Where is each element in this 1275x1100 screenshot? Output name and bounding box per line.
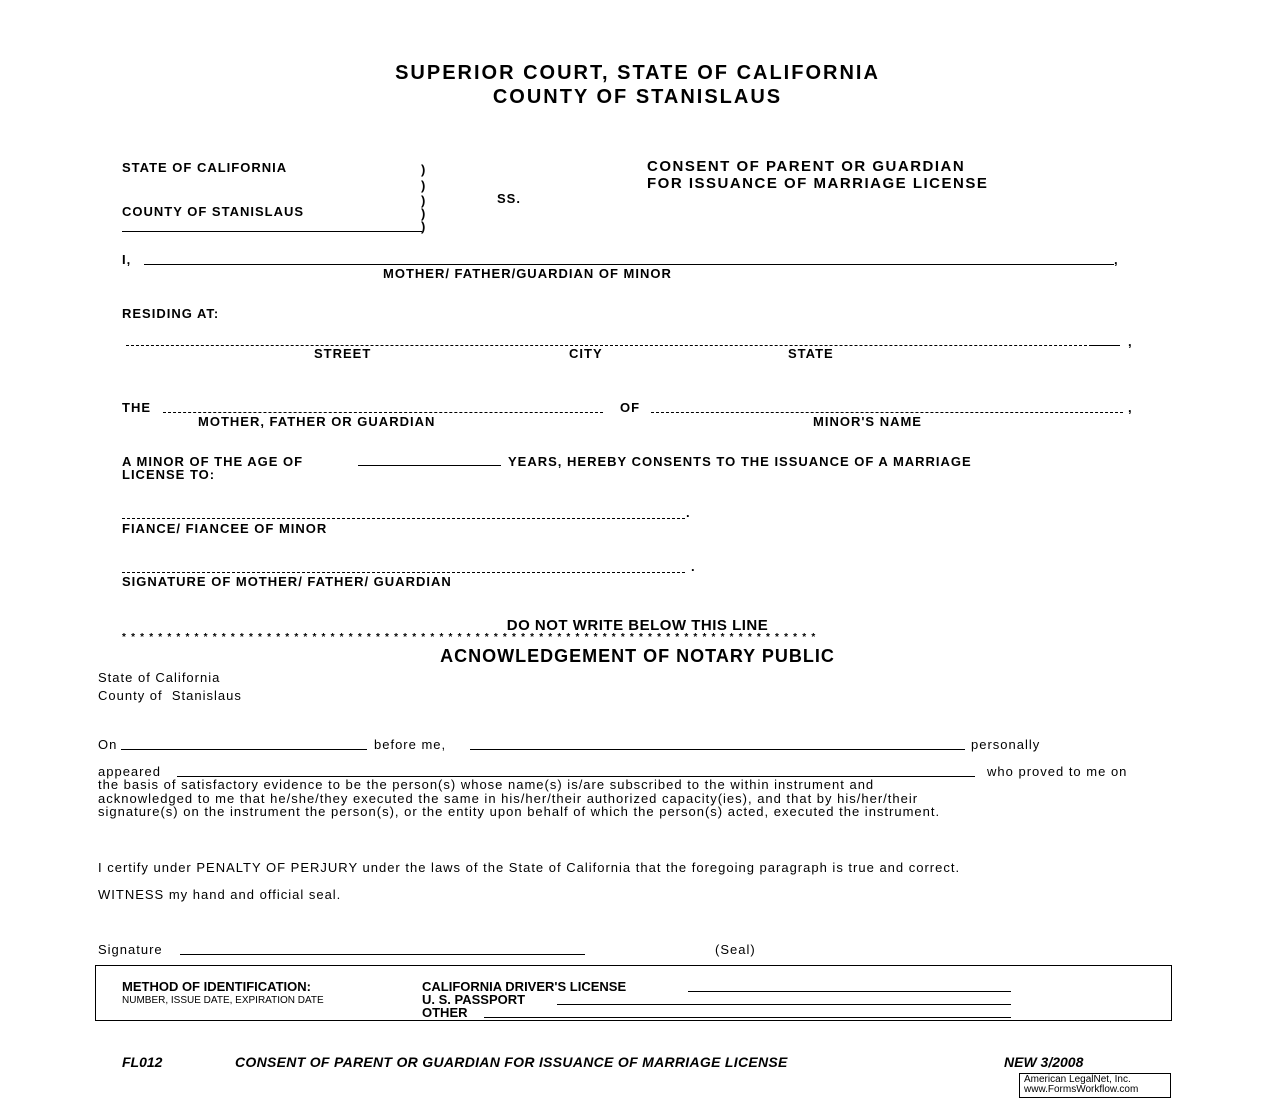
document-title-line2: FOR ISSUANCE OF MARRIAGE LICENSE <box>647 175 989 192</box>
appeared-label: appeared <box>98 764 161 779</box>
state-caption: STATE <box>788 346 834 361</box>
do-not-write-label: DO NOT WRITE BELOW THIS LINE <box>506 617 769 634</box>
venue-ss: SS. <box>497 191 521 206</box>
minor-name-caption: MINOR'S NAME <box>813 414 922 429</box>
notary-name-line[interactable] <box>470 749 965 750</box>
venue-paren-2: ) <box>421 178 427 193</box>
paragraph-line-3: acknowledged to me that he/she/they executed the same in his/her/their authorized capacity(ies), and that by his/her/their <box>98 791 919 806</box>
relation-caption: MOTHER, FATHER OR GUARDIAN <box>198 414 436 429</box>
passport-label: U. S. PASSPORT <box>422 992 526 1007</box>
age-suffix: YEARS, HEREBY CONSENTS TO THE ISSUANCE OF A MARRIAGE <box>508 454 972 469</box>
residing-label: RESIDING AT: <box>122 306 220 321</box>
age-prefix: A MINOR OF THE AGE OF <box>122 454 304 469</box>
drivers-license-label: CALIFORNIA DRIVER'S LICENSE <box>422 979 627 994</box>
notary-state: State of California <box>98 670 221 685</box>
seal-label: (Seal) <box>715 942 756 957</box>
date-line[interactable] <box>121 749 367 750</box>
fiance-caption: FIANCE/ FIANCEE OF MINOR <box>122 521 328 536</box>
court-title: SUPERIOR COURT, STATE OF CALIFORNIA <box>395 62 880 84</box>
personally-label: personally <box>971 737 1041 752</box>
who-proved-label: who proved to me on <box>987 764 1128 779</box>
parent-signature-line[interactable] <box>122 572 685 573</box>
paragraph-line-2: the basis of satisfactory evidence to be the person(s) whose name(s) is/are subscribed to the within instrument and <box>98 777 875 792</box>
venue-county: COUNTY OF STANISLAUS <box>122 204 305 219</box>
venue-paren-1: ) <box>421 162 427 177</box>
venue-paren-4: ) <box>421 206 427 221</box>
age-line[interactable] <box>358 465 501 466</box>
street-caption: STREET <box>314 346 372 361</box>
form-id: FL012 <box>122 1054 163 1070</box>
witness-statement: WITNESS my hand and official seal. <box>98 887 342 902</box>
other-id-label: OTHER <box>422 1005 468 1020</box>
paragraph-line-4: signature(s) on the instrument the person(s), or the entity upon behalf of which the person(s) acted, executed the instrument. <box>98 804 941 819</box>
minor-name-comma: , <box>1128 400 1133 415</box>
relation-line[interactable] <box>163 412 603 413</box>
perjury-statement: I certify under PENALTY OF PERJURY under the laws of the State of California that the foregoing paragraph is true and correct. <box>98 860 961 875</box>
passport-line[interactable] <box>557 1004 1011 1005</box>
on-label: On <box>98 737 118 752</box>
parent-signature-period: . <box>691 559 696 574</box>
venue-paren-3: ) <box>421 193 427 208</box>
of-label: OF <box>620 400 641 415</box>
other-id-line[interactable] <box>484 1017 1011 1018</box>
venue-underline <box>122 231 422 232</box>
parent-name-caption: MOTHER/ FATHER/GUARDIAN OF MINOR <box>383 266 672 281</box>
document-title-line1: CONSENT OF PARENT OR GUARDIAN <box>647 158 966 175</box>
county-title: COUNTY OF STANISLAUS <box>492 86 783 108</box>
address-line[interactable] <box>126 345 1092 346</box>
form-version: NEW 3/2008 <box>1004 1054 1084 1070</box>
address-line-end <box>1092 345 1120 346</box>
address-comma: , <box>1128 334 1133 349</box>
fiance-line[interactable] <box>122 518 685 519</box>
parent-name-comma: , <box>1114 252 1119 267</box>
venue-paren-5: ) <box>421 219 427 234</box>
notary-county: County of Stanislaus <box>98 688 242 703</box>
star-divider: * * * * * * * * * * * * * * * * * * * * * * * * * * * * * * * * * * * * * * * * * * * * * * * * * * * * * * * * * * * * * * * * * * * * * * * * * * * * * <box>122 632 817 643</box>
license-to-label: LICENSE TO: <box>122 467 216 482</box>
identification-sub-label: NUMBER, ISSUE DATE, EXPIRATION DATE <box>122 995 324 1006</box>
notary-title: ACNOWLEDGEMENT OF NOTARY PUBLIC <box>440 646 835 666</box>
minor-name-line[interactable] <box>651 412 1123 413</box>
signature-label: Signature <box>98 942 163 957</box>
parent-signature-caption: SIGNATURE OF MOTHER/ FATHER/ GUARDIAN <box>122 574 452 589</box>
the-label: THE <box>122 400 151 415</box>
publisher-url[interactable]: www.FormsWorkflow.com <box>1024 1084 1139 1095</box>
identification-method-label: METHOD OF IDENTIFICATION: <box>122 979 311 994</box>
parent-name-line[interactable] <box>144 264 1114 265</box>
before-me-label: before me, <box>374 737 447 752</box>
drivers-license-line[interactable] <box>688 991 1011 992</box>
publisher-name: American LegalNet, Inc. <box>1024 1074 1131 1085</box>
venue-state: STATE OF CALIFORNIA <box>122 160 288 175</box>
i-label: I, <box>122 252 132 267</box>
fiance-period: . <box>686 505 691 520</box>
notary-signature-line[interactable] <box>180 954 585 955</box>
footer-title: CONSENT OF PARENT OR GUARDIAN FOR ISSUANCE OF MARRIAGE LICENSE <box>235 1054 788 1070</box>
city-caption: CITY <box>569 346 603 361</box>
